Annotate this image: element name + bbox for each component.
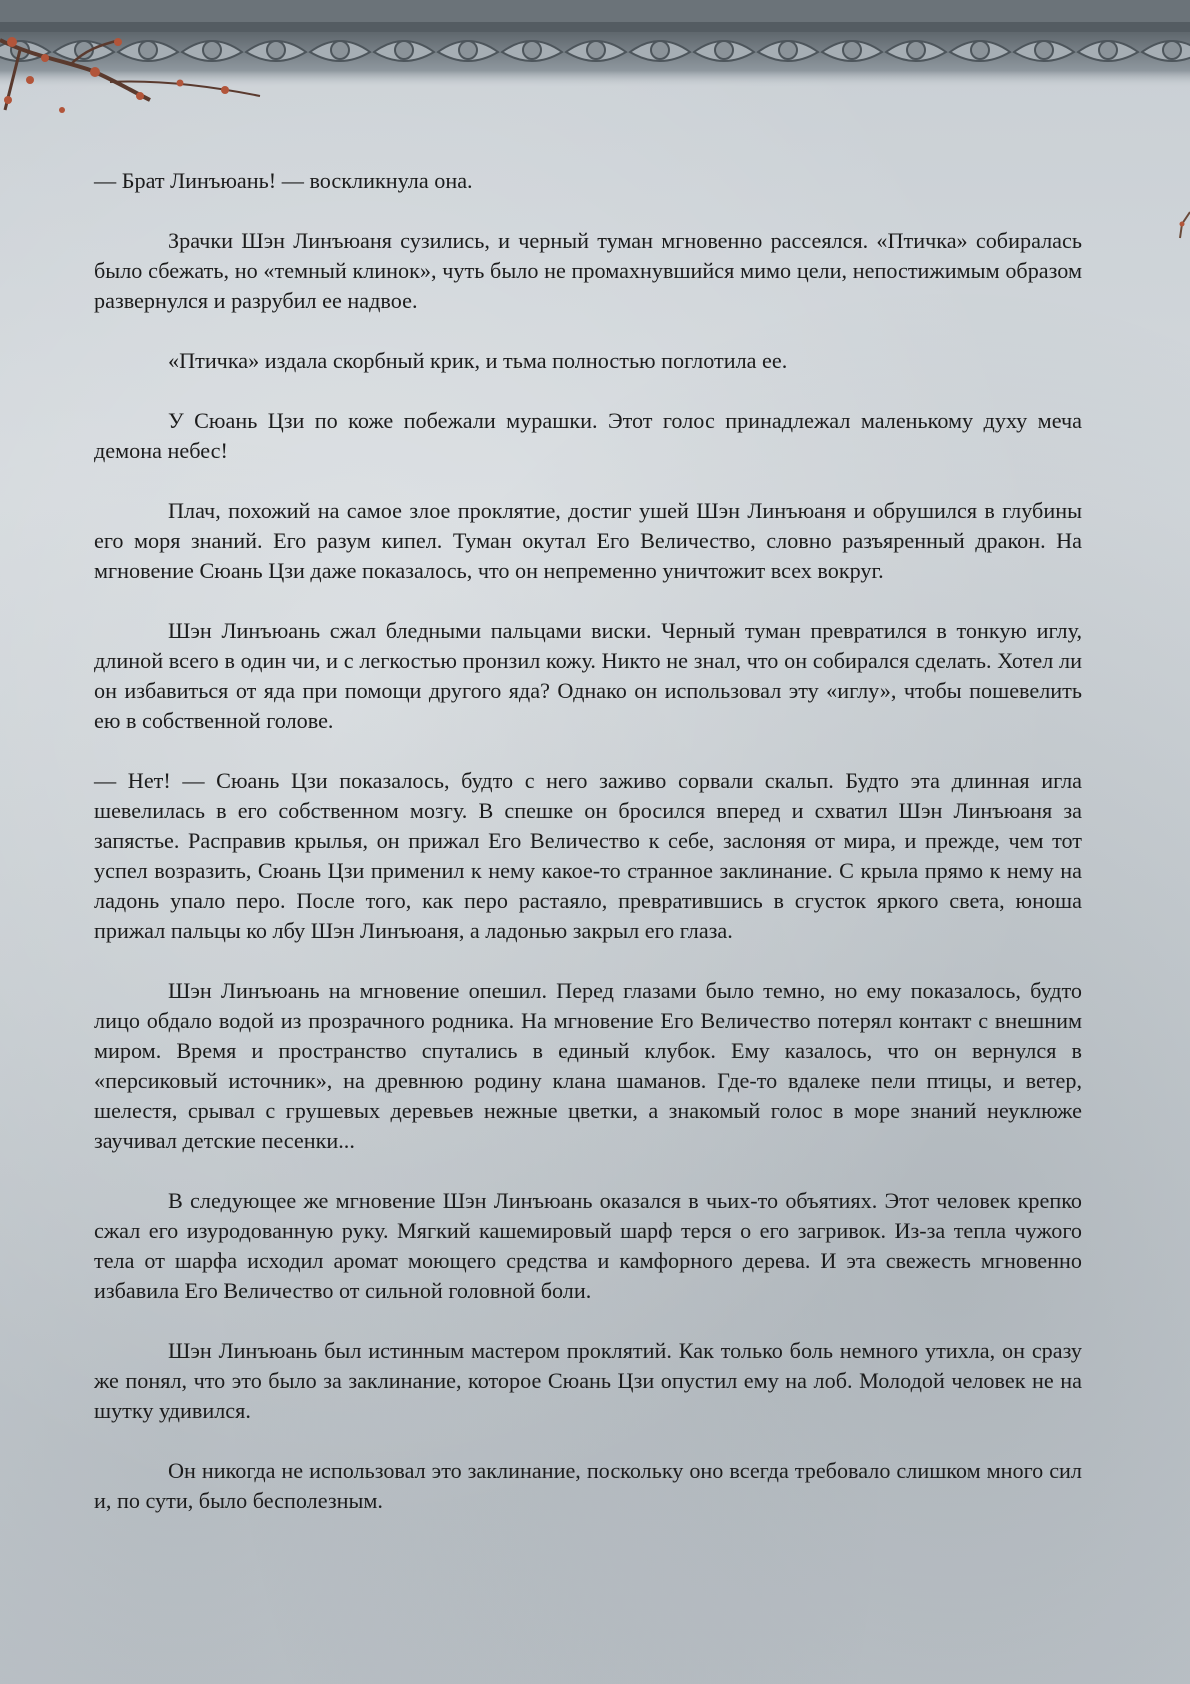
plum-twig-decoration xyxy=(1178,210,1190,240)
roof-tile-end xyxy=(1099,41,1117,59)
paragraph: Он никогда не использовал это заклинание, поскольку оно всегда требовало слишком много сил и, по сути, было бесполезным. xyxy=(94,1458,1082,1513)
roof-tile-end xyxy=(203,41,221,59)
roof-tile-end xyxy=(331,41,349,59)
roof-tile-end xyxy=(139,41,157,59)
paragraph: Шэн Линъюань был истинным мастером проклятий. Как только боль немного утихла, он сразу же понял, что это было за заклинание, которое Сюань Цзи опустил ему на лоб. Молодой человек не на шутку удивился. xyxy=(94,1338,1082,1423)
roof-tile-end xyxy=(267,41,285,59)
roof-tile-end xyxy=(779,41,797,59)
roof-tile-end xyxy=(651,41,669,59)
paragraph: — Нет! — Сюань Цзи показалось, будто с него заживо сорвали скальп. Будто эта длинная игла шевелилась в его собственном мозгу. В спешке он бросился вперед и схватил Шэн Линъюаня за запястье. Расправив крылья, он прижал Его Величество к себе, заслоняя от мира, и прежде, чем тот успел возразить, Сюань Цзи применил к нему какое-то странное заклинание. С крыла прямо к нему на ладонь упало перо. После того, как перо растаяло, превратившись в сгусток яркого света, юноша прижал пальцы ко лбу Шэн Линъюаня, а ладонью закрыл его глаза. xyxy=(94,768,1082,943)
paragraph: Зрачки Шэн Линъюаня сузились, и черный туман мгновенно рассеялся. «Птичка» собиралась было сбежать, но «темный клинок», чуть было не промахнувшийся мимо цели, непостижимым образом развернулся и разрубил ее надвое. xyxy=(94,228,1082,313)
roof-tile-end xyxy=(971,41,989,59)
paragraph: У Сюань Цзи по коже побежали мурашки. Этот голос принадлежал маленькому духу меча демона небес! xyxy=(94,408,1082,463)
roof-tile-end xyxy=(843,41,861,59)
paragraph: В следующее же мгновение Шэн Линъюань оказался в чьих-то объятиях. Этот человек крепко сжал его изуродованную руку. Мягкий кашемировый шарф терся о его загривок. Из-за тепла чужого тела от шарфа исходил аромат моющего средства и камфорного дерева. И эта свежесть мгновенно избавила Его Величество от сильной головной боли. xyxy=(94,1188,1082,1303)
paragraph: Шэн Линъюань сжал бледными пальцами виски. Черный туман превратился в тонкую иглу, длиной всего в один чи, и с легкостью пронзил кожу. Никто не знал, что он собирался сделать. Хотел ли он избавиться от яда при помощи другого яда? Однако он использовал эту «иглу», чтобы пошевелить ею в собственной голове. xyxy=(94,618,1082,733)
roof-tiles-banner xyxy=(0,0,1190,120)
roof-tile-end xyxy=(1163,41,1181,59)
roof-tile-end xyxy=(587,41,605,59)
roof-tile-end xyxy=(523,41,541,59)
paragraph: Шэн Линъюань на мгновение опешил. Перед глазами было темно, но ему показалось, будто лицо обдало водой из прозрачного родника. На мгновение Его Величество потерял контакт с внешним миром. Время и пространство спутались в единый клубок. Ему казалось, что он вернулся в «персиковый источник», на древнюю родину клана шаманов. Где-то вдалеке пели птицы, и ветер, шелестя, срывал с грушевых деревьев нежные цветки, а знакомый голос в море знаний неуклюже заучивал детские песенки... xyxy=(94,978,1082,1153)
roof-tile-end xyxy=(459,41,477,59)
paragraph: «Птичка» издала скорбный крик, и тьма полностью поглотила ее. xyxy=(168,348,788,373)
paragraph: Плач, похожий на самое злое проклятие, достиг ушей Шэн Линъюаня и обрушился в глубины его моря знаний. Его разум кипел. Туман окутал Его Величество, словно разъяренный дракон. На мгновение Сюань Цзи даже показалось, что он непременно уничтожит всех вокруг. xyxy=(94,498,1082,583)
roof-tile-end xyxy=(715,41,733,59)
roof-tile-end xyxy=(395,41,413,59)
paragraph: — Брат Линъюань! — воскликнула она. xyxy=(94,168,473,193)
roof-tile-end xyxy=(1035,41,1053,59)
roof-tile-end xyxy=(907,41,925,59)
text-page xyxy=(94,166,1082,1546)
